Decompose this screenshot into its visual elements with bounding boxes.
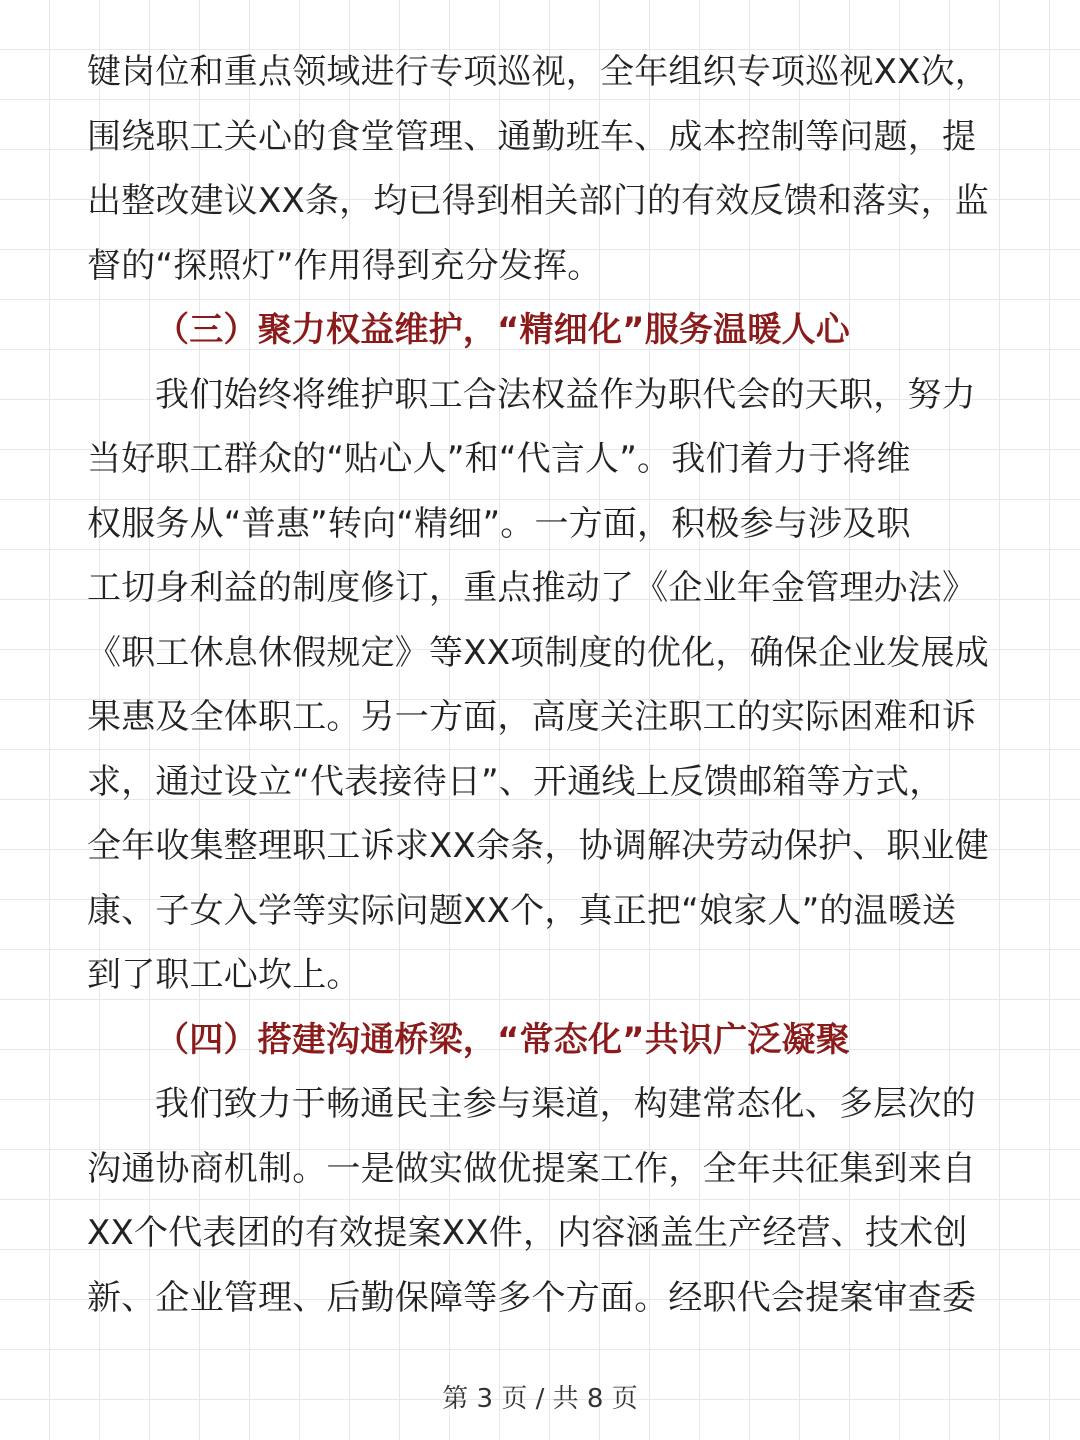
body-line: 权服务从“普惠”转向“精细”。一方面，积极参与涉及职 <box>87 503 911 544</box>
document-body <box>87 40 997 1330</box>
section-heading-4: （四）搭建沟通桥梁，“常态化”共识广泛凝聚 <box>155 1019 850 1060</box>
body-line: 求，通过设立“代表接待日”、开通线上反馈邮箱等方式， <box>87 761 944 802</box>
body-line: 当好职工群众的“贴心人”和“代言人”。我们着力于将维 <box>87 439 911 479</box>
body-line: 出整改建议XX条，均已得到相关部门的有效反馈和落实，监 <box>87 181 989 221</box>
body-line: 到了职工心坎上。 <box>87 955 361 995</box>
body-line: 果惠及全体职工。另一方面，高度关注职工的实际困难和诉 <box>87 697 977 737</box>
page-number: 第 3 页 / 共 8 页 <box>442 1384 638 1414</box>
body-line: 键岗位和重点领域进行专项巡视，全年组织专项巡视XX次， <box>87 52 989 92</box>
body-line: 康、子女入学等实际问题XX个，真正把“娘家人”的温暖送 <box>87 890 957 931</box>
body-line: 围绕职工关心的食堂管理、通勤班车、成本控制等问题，提 <box>87 116 977 157</box>
body-line: XX个代表团的有效提案XX件，内容涵盖生产经营、技术创 <box>87 1213 968 1253</box>
body-line: 沟通协商机制。一是做实做优提案工作，全年共征集到来自 <box>87 1148 977 1189</box>
body-line: 督的“探照灯”作用得到充分发挥。 <box>87 245 602 286</box>
paragraph-start-line: 我们致力于畅通民主参与渠道，构建常态化、多层次的 <box>155 1084 976 1124</box>
body-line: 新、企业管理、后勤保障等多个方面。经职代会提案审查委 <box>87 1277 977 1318</box>
paragraph-start-line: 我们始终将维护职工合法权益作为职代会的天职，努力 <box>155 374 976 415</box>
section-heading-3: （三）聚力权益维护，“精细化”服务温暖人心 <box>155 310 850 350</box>
body-line: 工切身利益的制度修订，重点推动了《企业年金管理办法》 <box>87 568 977 608</box>
body-line: 全年收集整理职工诉求XX余条，协调解决劳动保护、职业健 <box>87 826 989 866</box>
body-line: 《职工休息休假规定》等XX项制度的优化，确保企业发展成 <box>87 632 989 673</box>
